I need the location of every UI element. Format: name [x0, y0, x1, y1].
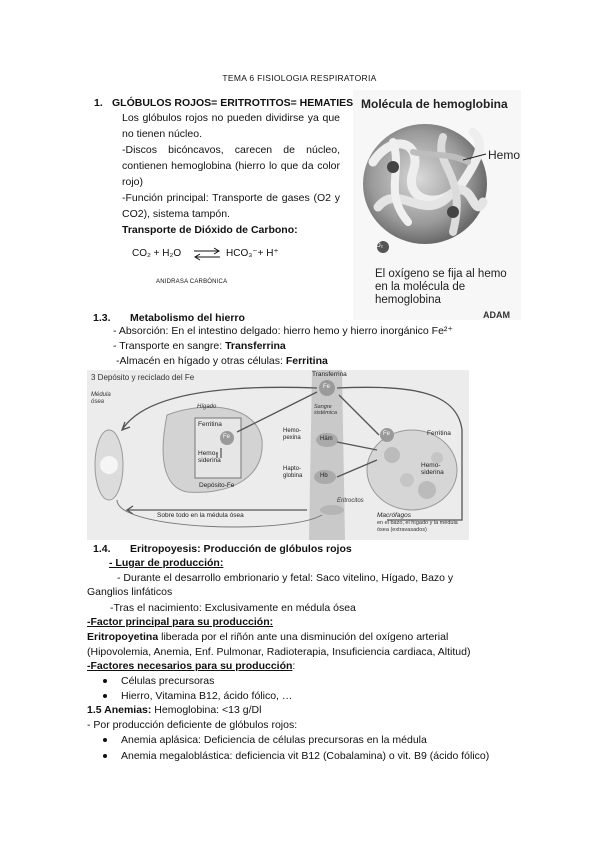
iron-transport [113, 339, 286, 353]
iron-storage-value: Ferritina [285, 355, 328, 367]
iron-figure-title: 3 Depósito y reciclado del Fe [91, 373, 195, 382]
label-higado: Hígado [197, 404, 217, 410]
production-site-heading: - Lugar de producción: [109, 557, 224, 569]
section-1-4-heading: Eritropoyesis: Producción de glóbulos rojos [130, 543, 352, 555]
label-transferrina: Transferrina [312, 371, 347, 378]
label-fe-right: Fe [383, 431, 391, 437]
hemoglobin-figure-title: Molécula de hemoglobina [361, 97, 508, 111]
paragraph-biconcave: -Discos bicóncavos, carecen de núcleo, contienen hemoglobina (hierro lo que da color rojo) [122, 144, 340, 188]
page-title: TEMA 6 FISIOLOGIA RESPIRATORIA [222, 73, 377, 83]
anemia-item [103, 749, 489, 763]
section-1-number: 1. [94, 97, 103, 109]
bullet-icon [103, 679, 107, 683]
hemoglobin-figure [353, 90, 521, 320]
label-hemopexina: Hemo-pexina [283, 428, 302, 441]
label-fe-left: Fe [223, 434, 231, 440]
equation-arrow-icon [192, 246, 222, 262]
production-site-fetal-cont: Ganglios linfáticos [87, 586, 173, 598]
label-medula: Médula ósea [91, 392, 111, 405]
label-ferritina-right: Ferritina [427, 430, 451, 437]
equation-right: HCO₃⁻+ H⁺ [226, 248, 279, 259]
anemias-intro: - Por producción deficiente de glóbulos rojos: [87, 719, 298, 731]
main-factor-list: (Hipovolemia, Anemia, Enf. Pulmonar, Radioterapia, Insuficiencia cardiaca, Altitud) [87, 646, 471, 658]
anemias-label: 1.5 Anemias: [87, 704, 152, 716]
label-hemosiderina-left: Hemo-siderina [198, 450, 221, 464]
label-sobre-todo: Sobre todo en la médula ósea [157, 512, 244, 519]
iron-storage [116, 354, 328, 368]
label-ferritina-left: Ferritina [198, 421, 222, 428]
label-ham: Häm [320, 436, 333, 442]
hemo-label: Hemo [488, 148, 521, 162]
erythropoietin: Eritropoyetina [87, 631, 159, 643]
iron-absorption: - Absorción: En el intestino delgado: hierro hemo y hierro inorgánico Fe²⁺ [113, 325, 453, 337]
label-sangre: Sangre sistémica [314, 404, 337, 416]
label-hb: Hb [320, 473, 328, 479]
bullet-icon [103, 738, 107, 742]
needed-factor-item [103, 674, 214, 688]
iron-storage-label: -Almacén en hígado y otras células: [116, 355, 286, 367]
section-1-5-heading [87, 703, 261, 717]
bullet-icon [103, 754, 107, 758]
anemia-text: Anemia megaloblástica: deficiencia vit B12 (Cobalamina) o vit. B9 (ácido fólico) [121, 750, 490, 762]
label-eritrocitos: Eritrocitos [337, 498, 364, 504]
anemia-text: Anemia aplásica: Deficiencia de células precursoras en la médula [121, 734, 427, 746]
iron-recycling-diagram [87, 370, 469, 540]
enzyme-label: ANIDRASA CARBÓNICA [156, 279, 228, 285]
section-1-3-heading: Metabolismo del hierro [130, 312, 245, 324]
adam-logo: ADAM [483, 310, 510, 320]
iron-transport-value: Transferrina [225, 340, 286, 352]
paragraph-function: -Función principal: Transporte de gases (O2 y CO2), sistema tampón. [122, 192, 340, 220]
paragraph-no-nucleus: Los glóbulos rojos no pueden dividirse ya que no tienen núcleo. [122, 112, 340, 140]
anemias-threshold: Hemoglobina: <13 g/Dl [151, 704, 262, 716]
bullet-icon [103, 694, 107, 698]
label-fe-top: Fe [323, 384, 331, 390]
iron-transport-label: - Transporte en sangre: [113, 340, 226, 352]
main-factor-description: liberada por el riñón ante una disminución del oxígeno arterial [158, 631, 449, 643]
section-1-4-number: 1.4. [93, 543, 111, 555]
equation-left: CO₂ + H₂O [132, 248, 182, 259]
needed-factors-label: -Factores necesarios para su producción [87, 660, 293, 672]
label-haptoglobina: Hapto-globina [283, 466, 303, 479]
needed-factor-text: Células precursoras [121, 675, 215, 687]
label-deposito: Depósito-Fe [199, 482, 235, 489]
section-1-3-number: 1.3. [93, 312, 111, 324]
main-factor-text [87, 630, 448, 644]
iron-recycling-figure [87, 370, 469, 540]
hemoglobin-molecule-image [353, 112, 521, 257]
oxygen-label: O₂ [376, 243, 383, 249]
co2-transport-heading: Transporte de Dióxido de Carbono: [122, 224, 298, 236]
section-1-heading: GLÓBULOS ROJOS= ERITROTITOS= HEMATIES [112, 97, 354, 109]
label-macrofagos-sub: en el bazo, el hígado y la médula ósea (extravasados) [377, 520, 458, 533]
label-hemosiderina-right: Hemo-siderina [421, 462, 444, 476]
anemia-item [103, 733, 427, 747]
production-site-birth: -Tras el nacimiento: Exclusivamente en médula ósea [110, 602, 356, 614]
section-1-body [122, 110, 340, 238]
hemoglobin-caption: El oxígeno se fija al hemo en la molécula de hemoglobina [375, 268, 507, 306]
needed-factor-item [103, 689, 292, 703]
needed-factors-heading [87, 659, 295, 673]
label-macrofagos: Macrófagos [377, 512, 411, 519]
needed-factor-text: Hierro, Vitamina B12, ácido fólico, … [121, 690, 293, 702]
production-site-fetal: - Durante el desarrollo embrionario y fetal: Saco vitelino, Hígado, Bazo y [117, 572, 454, 584]
main-factor-heading: -Factor principal para su producción: [87, 616, 274, 628]
needed-factors-colon: : [292, 660, 296, 672]
